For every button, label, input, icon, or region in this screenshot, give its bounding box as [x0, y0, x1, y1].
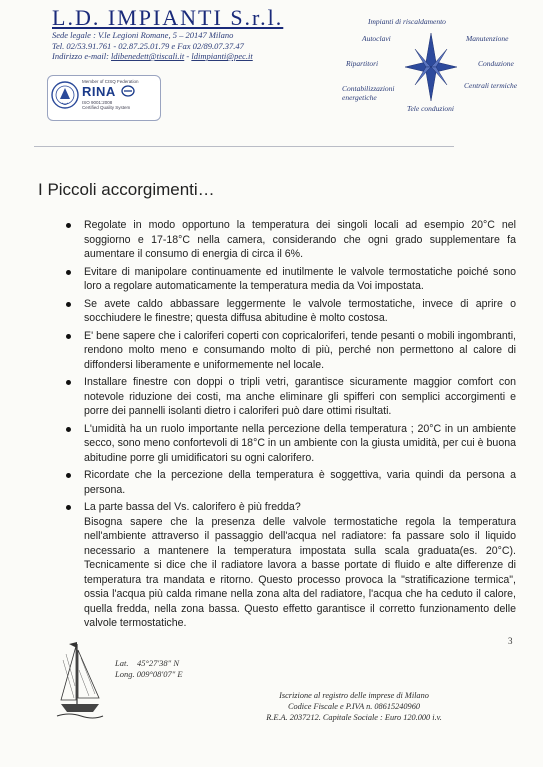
- email-link-2[interactable]: ldimpianti@pec.it: [191, 51, 253, 61]
- list-item: [66, 329, 516, 373]
- tip-text: Installare finestre con doppi o tripli vetri, garantisce sicuramente maggior comfort con notevole riduzione dei costi, ma anche eliminare gli spifferi con semplici accorgimenti e porre dei pannelli isolanti dietro i caloriferi può dare ottimi risultati.: [84, 376, 516, 417]
- sede-legale: Sede legale : V.le Legioni Romane, 5 – 20147 Milano: [52, 30, 234, 40]
- service-contabilizzazioni-line1: Contabilizzazioni: [342, 84, 395, 93]
- page-number: 3: [508, 636, 513, 646]
- phone-fax: Tel. 02/53.91.761 - 02.87.25.01.79 e Fax 02/89.07.37.47: [52, 40, 244, 51]
- bullet-icon: [66, 380, 71, 385]
- service-heating: Impianti di riscaldamento: [368, 17, 446, 26]
- email-separator: -: [184, 51, 192, 61]
- footer-line-1: Iscrizione al registro delle imprese di Milano: [279, 691, 429, 700]
- cert-iso-block: [82, 100, 130, 110]
- tip-answer: Bisogna sapere che la presenza delle valvole termostatiche regola la temperatura nell'ambiente attraverso il passaggio dell'acqua nel radiatore: fa passare solo il liquido necessario a mantenere la temperatura impostata sulla scala graduata(es. 20°C). Tecnicamente si dice che il radiatore lavora a basse portate di fluido e alte differenze di temperatura tra mandata e ritorno. Questo processo provoca la "stratificazione termica", ossia l'acqua più calda rimane nella zona alta del radiatore, l'acqua che ha ceduto il calore, quella fredda, nella zona bassa. Questo effetto garantisce il corretto funzionamento delle valvole termostatiche.: [84, 515, 516, 629]
- company-address-block: [52, 30, 253, 62]
- footer-registration: [254, 690, 454, 723]
- footer-line-2: Codice Fiscale e P.IVA n. 08615240960: [287, 702, 421, 711]
- cert-iso: ISO 9001:2008: [82, 100, 113, 105]
- list-item: [66, 468, 516, 497]
- company-name: L.D. IMPIANTI S.r.l.: [52, 5, 284, 30]
- footer-line-3: R.E.A. 2037212. Capitale Sociale : Euro 120.000 i.v.: [266, 713, 442, 722]
- latitude: Lat. 45°27'38" N: [115, 658, 180, 668]
- tip-text: Ricordate che la percezione della temperatura è soggettiva, varia quindi da persona a persona.: [84, 469, 516, 496]
- service-ripartitori: Ripartitori: [346, 59, 379, 68]
- service-conduzione: Conduzione: [478, 59, 514, 68]
- service-tele-conduzioni: Tele conduzioni: [407, 104, 455, 113]
- coordinates: [115, 658, 183, 679]
- cert-name-text: RINA: [82, 84, 116, 99]
- service-contabilizzazioni-line2: energetiche: [342, 93, 377, 102]
- bullet-icon: [66, 334, 71, 339]
- email-line: [52, 51, 253, 62]
- tip-question: La parte bassa del Vs. calorifero è più fredda?: [84, 501, 301, 513]
- bullet-icon: [66, 505, 71, 510]
- tip-text: Evitare di manipolare continuamente ed inutilmente le valvole termostatiche poiché sono loro a regolare automaticamente la temperatura media da Voi impostata.: [84, 265, 516, 292]
- bullet-icon: [66, 223, 71, 228]
- rina-logo-icon: [121, 85, 135, 97]
- certification-seal-icon: [51, 79, 79, 115]
- bullet-icon: [66, 302, 71, 307]
- list-item: [66, 265, 516, 294]
- header-divider: [34, 146, 454, 147]
- list-item: [66, 297, 516, 326]
- list-item: [66, 500, 516, 631]
- tip-text: L'umidità ha un ruolo importante nella percezione della temperatura ; 20°C in un ambiente secco, sono meno confortevoli di 18°C in un ambiente con la giusta umidità, per cui è buona abitudine porre gli umidificatori su ogni calorifero.: [84, 422, 516, 464]
- compass-rose-icon: [403, 31, 459, 103]
- service-manutenzione: Manutenzione: [466, 34, 509, 43]
- service-autoclavi: Autoclavi: [362, 34, 391, 43]
- cert-name: [82, 84, 135, 99]
- service-contabilizzazioni: [342, 84, 395, 102]
- bullet-icon: [66, 473, 71, 478]
- service-centrali-termiche: Centrali termiche: [464, 81, 518, 90]
- cert-system: Certified Quality System: [82, 105, 131, 110]
- page-title: I Piccoli accorgimenti…: [38, 180, 215, 199]
- cert-member-text: Member of CISQ Federation: [82, 79, 139, 84]
- tip-text: Regolate in modo opportuno la temperatura dei singoli locali ad esempio 20°C nel soggiorno e 17-18°C nella camera, considerando che ogni grado supplementare fa aumentare il consumo di energia di circa il 6%.: [84, 219, 516, 260]
- sailboat-icon: [55, 640, 105, 720]
- tips-list: [66, 218, 516, 634]
- email-label: Indirizzo e-mail:: [52, 51, 109, 61]
- tip-text: Se avete caldo abbassare leggermente le valvole termostatiche, invece di aprire o socchiudere le finestre; questa diffusa abitudine è molto costosa.: [84, 297, 516, 324]
- list-item: [66, 422, 516, 466]
- list-item: [66, 218, 516, 262]
- longitude: Long. 009°08'07" E: [115, 668, 183, 679]
- email-link-1[interactable]: ldibenedett@tiscali.it: [111, 51, 185, 61]
- tip-text: E' bene sapere che i caloriferi coperti con copricaloriferi, tende pesanti o mobili ingombranti, rendono molto meno e consumando molto di più, perché non permettono al calore di diffondersi liberamente e uniformemente nel locale.: [84, 329, 516, 371]
- list-item: [66, 375, 516, 419]
- bullet-icon: [66, 427, 71, 432]
- bullet-icon: [66, 270, 71, 275]
